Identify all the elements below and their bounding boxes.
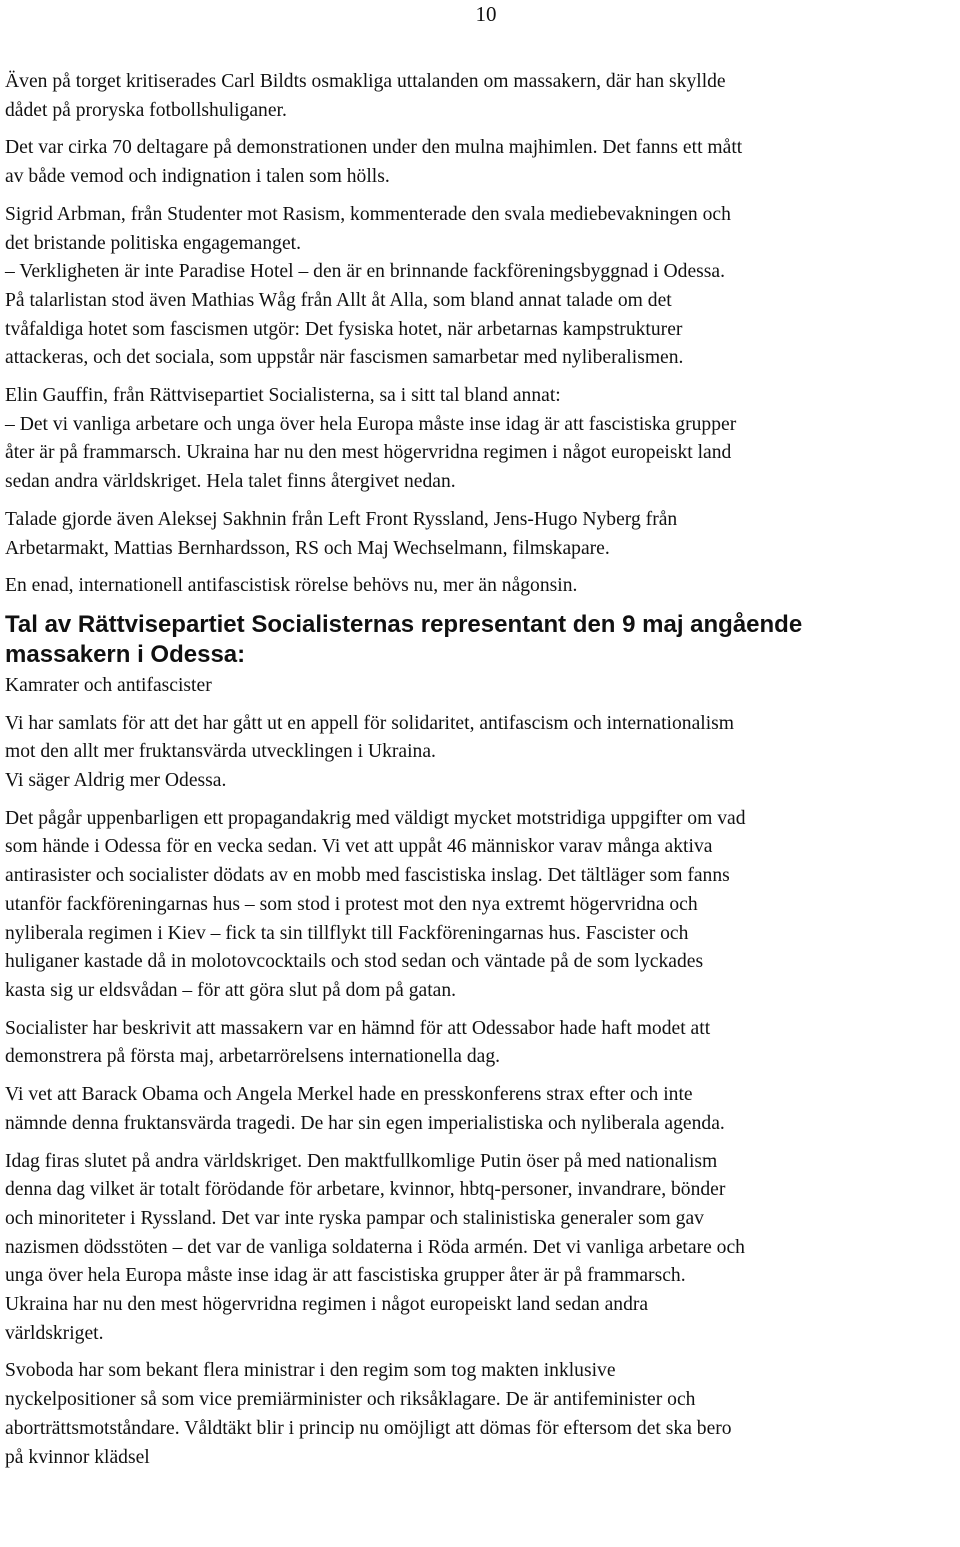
text-line: dådet på proryska fotbollshuliganer.: [5, 99, 287, 121]
paragraph: [5, 1148, 960, 1349]
page-number: 10: [475, 2, 497, 26]
text-line: massakern i Odessa:: [5, 640, 246, 668]
text-line: demonstrera på första maj, arbetarrörelsens internationella dag.: [5, 1046, 501, 1068]
paragraph: [5, 201, 960, 258]
paragraph: [5, 767, 960, 796]
text-line: nämnde denna fruktansvärda tragedi. De har sin egen imperialistiska och nyliberala agenda.: [5, 1112, 725, 1134]
text-line: Socialister har beskrivit att massakern var en hämnd för att Odessabor hade haft modet att: [5, 1017, 711, 1039]
paragraph: [5, 258, 960, 287]
paragraph: [5, 1015, 960, 1072]
text-line: unga över hela Europa måste inse idag är att fascistiska grupper åter är på frammarsch.: [5, 1265, 686, 1287]
text-line: Vi vet att Barack Obama och Angela Merkel hade en presskonferens strax efter och inte: [5, 1084, 693, 1106]
text-line: det bristande politiska engagemanget.: [5, 232, 301, 254]
text-line: aborträttsmotståndare. Våldtäkt blir i princip nu omöjligt att dömas för eftersom det ska bero: [5, 1417, 732, 1439]
text-line: kasta sig ur eldsvådan – för att göra slut på dom på gatan.: [5, 979, 457, 1001]
section-heading: [5, 610, 960, 670]
paragraph: [5, 411, 960, 497]
paragraph: [5, 506, 960, 563]
text-line: Vi har samlats för att det har gått ut en appell för solidaritet, antifascism och internationalism: [5, 712, 735, 734]
text-line: Även på torget kritiserades Carl Bildts osmakliga uttalanden om massakern, där han skyllde: [5, 71, 726, 92]
text-line: denna dag vilket är totalt förödande för arbetare, kvinnor, hbtq-personer, invandrare, bönder: [5, 1179, 726, 1201]
text-line: huliganer kastade då in molotovcocktails och stod sedan och väntade på de som lyckades: [5, 951, 704, 973]
text-line: antirasister och socialister dödats av en mobb med fascistiska inslag. Det tältläger som fanns: [5, 865, 730, 887]
document-body: [5, 68, 960, 1481]
text-line: av både vemod och indignation i talen som hölls.: [5, 166, 390, 188]
paragraph: [5, 1081, 960, 1138]
text-line: nyckelpositioner så som vice premiärminister och riksåklagare. De är antifeminister och: [5, 1389, 696, 1411]
text-line: Sigrid Arbman, från Studenter mot Rasism, kommenterade den svala mediebevakningen och: [5, 203, 731, 225]
text-line: tvåfaldiga hotet som fascismen utgör: Det fysiska hotet, när arbetarnas kampstrukturer: [5, 318, 683, 340]
paragraph: [5, 382, 960, 411]
text-line: Ukraina har nu den mest högervridna regimen i något europeiskt land sedan andra: [5, 1294, 649, 1316]
text-line: Elin Gauffin, från Rättvisepartiet Socialisterna, sa i sitt tal bland annat:: [5, 385, 561, 407]
text-line: världskriget.: [5, 1322, 104, 1344]
paragraph: [5, 672, 960, 701]
text-line: nazismen dödsstöten – det var de vanliga soldaterna i Röda armén. Det vi vanliga arbetare och: [5, 1236, 745, 1258]
text-line: – Det vi vanliga arbetare och unga över hela Europa måste inse idag är att fascistiska grupper: [5, 413, 737, 435]
text-line: En enad, internationell antifascistisk rörelse behövs nu, mer än någonsin.: [5, 575, 578, 597]
text-line: Idag firas slutet på andra världskriget. Den maktfullkomlige Putin öser på med nationalism: [5, 1150, 718, 1172]
text-line: utanför fackföreningarnas hus – som stod i protest mot den nya extremt högervridna och: [5, 893, 698, 915]
text-line: sedan andra världskriget. Hela talet finns återgivet nedan.: [5, 471, 456, 493]
paragraph: [5, 68, 960, 125]
text-line: Kamrater och antifascister: [5, 674, 212, 696]
text-line: på kvinnor klädsel: [5, 1446, 150, 1468]
text-line: På talarlistan stod även Mathias Wåg från Allt åt Alla, som bland annat talade om det: [5, 289, 672, 311]
text-line: nyliberala regimen i Kiev – fick ta sin tillflykt till Fackföreningarnas hus. Fascister och: [5, 922, 689, 944]
text-line: som hände i Odessa för en vecka sedan. Vi vet att uppåt 46 människor varav många aktiva: [5, 836, 713, 858]
text-line: mot den allt mer fruktansvärda utvecklingen i Ukraina.: [5, 741, 436, 763]
text-line: – Verkligheten är inte Paradise Hotel – den är en brinnande fackföreningsbyggnad i Odessa.: [5, 261, 726, 283]
text-line: Det var cirka 70 deltagare på demonstrationen under den mulna majhimlen. Det fanns ett mått: [5, 137, 743, 159]
text-line: Arbetarmakt, Mattias Bernhardsson, RS och Maj Wechselmann, filmskapare.: [5, 537, 610, 559]
paragraph: [5, 805, 960, 1006]
paragraph: [5, 710, 960, 767]
text-line: och minoriteter i Ryssland. Det var inte ryska pampar och stalinistiska generaler som gav: [5, 1207, 704, 1229]
paragraph: [5, 134, 960, 191]
paragraph: [5, 572, 960, 601]
paragraph: [5, 287, 960, 373]
text-line: Talade gjorde även Aleksej Sakhnin från Left Front Ryssland, Jens-Hugo Nyberg från: [5, 508, 678, 530]
text-line: Vi säger Aldrig mer Odessa.: [5, 770, 227, 792]
paragraph: [5, 1357, 960, 1472]
text-line: attackeras, och det sociala, som uppstår när fascismen samarbetar med nyliberalismen.: [5, 347, 684, 369]
text-line: Det pågår uppenbarligen ett propagandakrig med väldigt mycket motstridiga uppgifter om vad: [5, 807, 746, 829]
text-line: åter är på frammarsch. Ukraina har nu den mest högervridna regimen i något europeiskt land: [5, 442, 732, 464]
text-line: Tal av Rättvisepartiet Socialisternas representant den 9 maj angående: [5, 610, 803, 638]
text-line: Svoboda har som bekant flera ministrar i den regim som tog makten inklusive: [5, 1360, 616, 1382]
